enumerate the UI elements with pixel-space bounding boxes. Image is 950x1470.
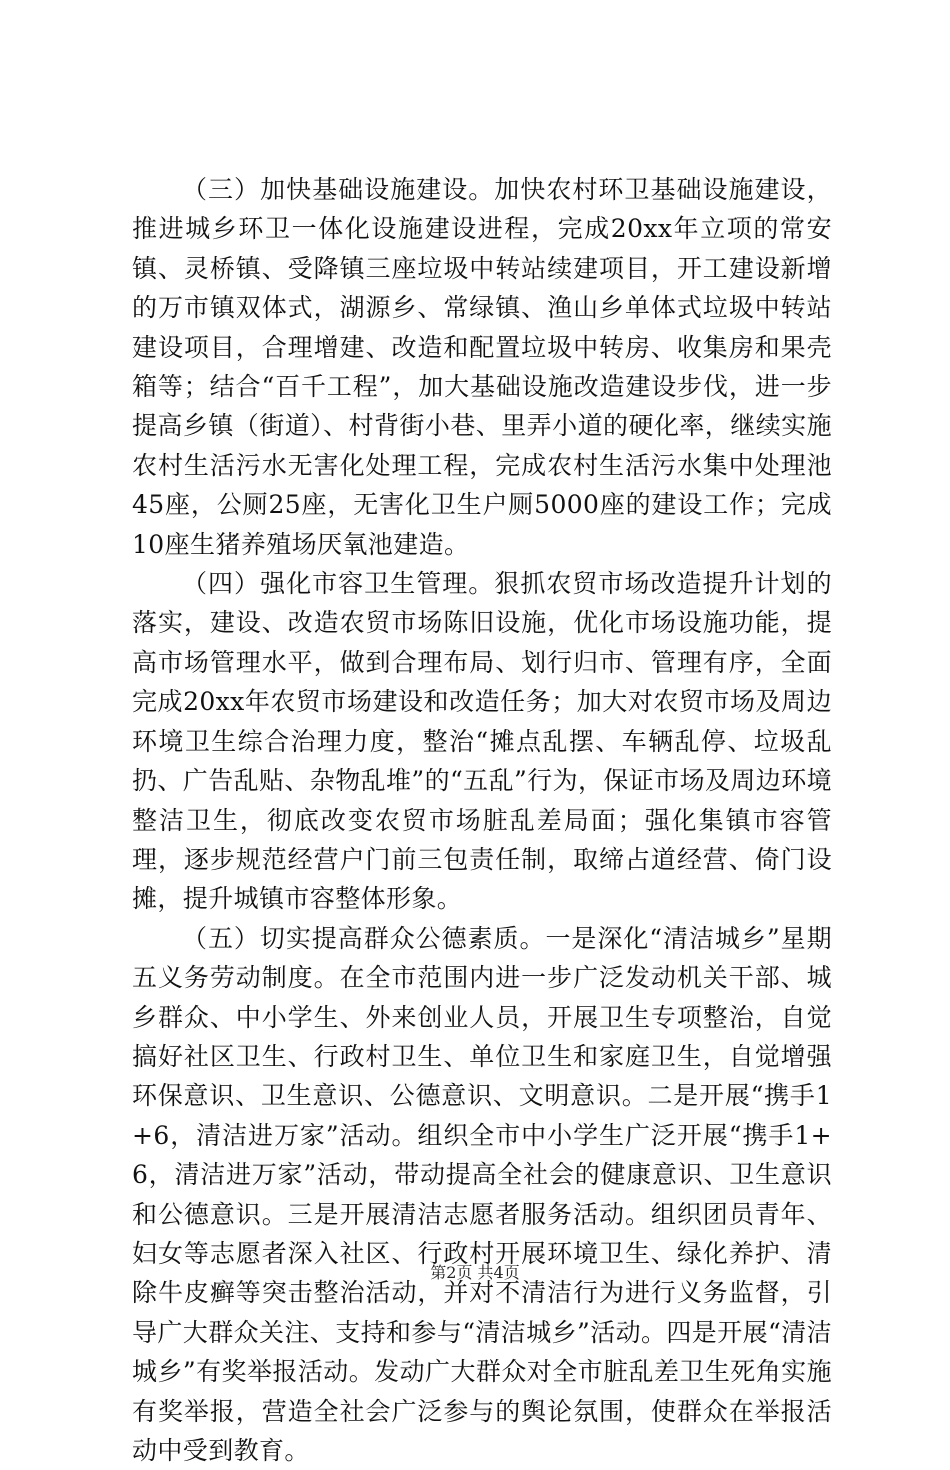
paragraph-market-sanitation: （四）强化市容卫生管理。狠抓农贸市场改造提升计划的落实，建设、改造农贸市场陈旧设施，优化市场设施功能，提高市场管理水平，做到合理布局、划行归市、管理有序，全面完成20xx年农贸市场建设和改造任务；加大对农贸市场及周边环境卫生综合治理力度，整治“摊点乱摆、车辆乱停、垃圾乱扔、广告乱贴、杂物乱堆”的“五乱”行为，保证市场及周边环境整洁卫生，彻底改变农贸市场脏乱差局面；强化集镇市容管理，逐步规范经营户门前三包责任制，取缔占道经营、倚门设摊，提升城镇市容整体形象。 [132,569,832,914]
page-number: 第2页 共4页 [430,1263,520,1282]
paragraph-public-morality: （五）切实提高群众公德素质。一是深化“清洁城乡”星期五义务劳动制度。在全市范围内进一步广泛发动机关干部、城乡群众、中小学生、外来创业人员，开展卫生专项整治，自觉搞好社区卫生、行政村卫生、单位卫生和家庭卫生，自觉增强环保意识、卫生意识、公德意识、文明意识。二是开展“携手1+6，清洁进万家”活动。组织全市中小学生广泛开展“携手1+6，清洁进万家”活动，带动提高全社会的健康意识、卫生意识和公德意识。三是开展清洁志愿者服务活动。组织团员青年、妇女等志愿者深入社区、行政村开展环境卫生、绿化养护、清除牛皮癣等突击整治活动，并对不清洁行为进行义务监督，引导广大群众关注、支持和参与“清洁城乡”活动。四是开展“清洁城乡”有奖举报活动。发动广大群众对全市脏乱差卫生死角实施有奖举报，营造全社会广泛参与的舆论氛围，使群众在举报活动中受到教育。 [132,923,832,1465]
paragraph-infrastructure: （三）加快基础设施建设。加快农村环卫基础设施建设，推进城乡环卫一体化设施建设进程，完成20xx年立项的常安镇、灵桥镇、受降镇三座垃圾中转站续建项目，开工建设新增的万市镇双体式，湖源乡、常绿镇、渔山乡单体式垃圾中转站建设项目，合理增建、改造和配置垃圾中转房、收集房和果壳箱等；结合“百千工程”，加大基础设施改造建设步伐，进一步提高乡镇（街道）、村背街小巷、里弄小道的硬化率，继续实施农村生活污水无害化处理工程，完成农村生活污水集中处理池45座，公厕25座，无害化卫生户厕5000座的建设工作；完成10座生猪养殖场厌氧池建造。 [132,175,832,559]
